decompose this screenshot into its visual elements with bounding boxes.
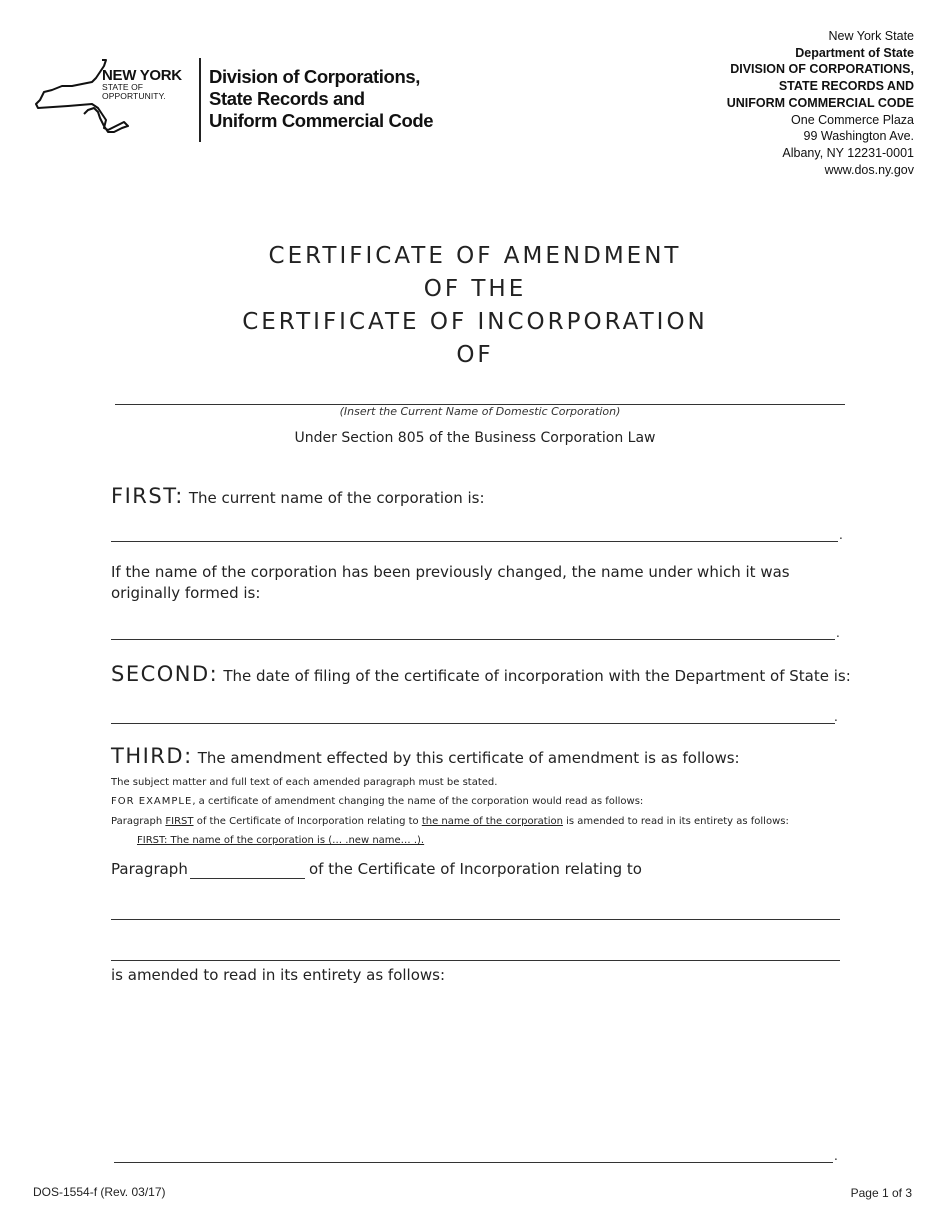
address-line-2: Department of State bbox=[795, 45, 914, 60]
address-line-7: 99 Washington Ave. bbox=[803, 129, 914, 144]
title-line-4: OF bbox=[456, 342, 494, 368]
third-note-4: FIRST: The name of the corporation is (… .new name… .). bbox=[137, 835, 425, 846]
address-line-5: UNIFORM COMMERCIAL CODE bbox=[726, 95, 914, 110]
amended-text-prompt: is amended to read in its entirety as follows: bbox=[111, 966, 446, 984]
division-name bbox=[209, 66, 433, 132]
third-text: The amendment effected by this certificate of amendment is as follows: bbox=[197, 749, 740, 767]
current-name-period: . bbox=[839, 528, 843, 542]
logo-state-of: STATE OF bbox=[102, 82, 144, 92]
second-section bbox=[111, 662, 851, 686]
logo-opportunity: OPPORTUNITY. bbox=[102, 91, 166, 101]
previous-name-line-1: If the name of the corporation has been previously changed, the name under which it was bbox=[111, 563, 790, 581]
title-line-3: CERTIFICATE OF INCORPORATION bbox=[242, 309, 708, 335]
address-website: www.dos.ny.gov bbox=[824, 162, 914, 177]
address-line-3: DIVISION OF CORPORATIONS, bbox=[730, 62, 914, 77]
original-name-period: . bbox=[836, 626, 840, 640]
first-label: FIRST: bbox=[111, 484, 184, 508]
note3-part-b: FIRST bbox=[165, 816, 194, 827]
for-example-label: FOR EXAMPLE bbox=[111, 796, 193, 807]
second-label: SECOND: bbox=[111, 662, 219, 686]
logo-divider bbox=[199, 58, 201, 142]
third-section bbox=[111, 744, 740, 768]
page-number: Page 1 of 3 bbox=[850, 1186, 912, 1200]
filing-date-field[interactable] bbox=[111, 723, 835, 724]
document-title bbox=[0, 240, 950, 372]
division-line-2: State Records and bbox=[209, 88, 365, 109]
form-id: DOS-1554-f (Rev. 03/17) bbox=[33, 1185, 166, 1199]
note3-part-e: is amended to read in its entirety as follows: bbox=[562, 816, 789, 827]
third-note-1: The subject matter and full text of each amended paragraph must be stated. bbox=[111, 777, 498, 788]
division-line-3: Uniform Commercial Code bbox=[209, 110, 434, 131]
address-line-1: New York State bbox=[828, 29, 914, 43]
paragraph-prompt bbox=[111, 860, 188, 878]
address-line-4: STATE RECORDS AND bbox=[778, 79, 914, 94]
second-text: The date of filing of the certificate of incorporation with the Department of State is: bbox=[223, 667, 851, 685]
agency-address bbox=[727, 28, 914, 178]
third-note-2 bbox=[111, 796, 643, 807]
third-label: THIRD: bbox=[111, 744, 193, 768]
note3-part-d: the name of the corporation bbox=[421, 816, 563, 827]
paragraph-subject-field-1[interactable] bbox=[111, 919, 840, 920]
current-name-field[interactable] bbox=[111, 541, 838, 542]
paragraph-label: Paragraph bbox=[111, 860, 188, 878]
previous-name-prompt bbox=[111, 562, 790, 604]
ny-logo-text bbox=[102, 68, 182, 101]
filing-date-period: . bbox=[834, 710, 838, 724]
previous-name-line-2: originally formed is: bbox=[111, 584, 261, 602]
for-example-text: , a certificate of amendment changing the name of the corporation would read as follows: bbox=[192, 796, 644, 807]
paragraph-subject-field-2[interactable] bbox=[111, 960, 840, 961]
title-line-1: CERTIFICATE OF AMENDMENT bbox=[268, 243, 682, 269]
amended-text-field[interactable] bbox=[114, 1162, 833, 1163]
paragraph-number-field[interactable] bbox=[190, 878, 305, 879]
first-section bbox=[111, 484, 485, 508]
division-line-1: Division of Corporations, bbox=[209, 66, 420, 87]
amended-text-period: . bbox=[834, 1149, 838, 1163]
address-line-8: Albany, NY 12231-0001 bbox=[782, 145, 914, 160]
address-line-6: One Commerce Plaza bbox=[791, 112, 914, 127]
under-section-text: Under Section 805 of the Business Corporation Law bbox=[294, 430, 656, 446]
note3-part-c: of the Certificate of Incorporation relating to bbox=[193, 816, 422, 827]
paragraph-rest: of the Certificate of Incorporation relating to bbox=[309, 860, 642, 878]
logo-new-york: NEW YORK bbox=[102, 67, 182, 84]
corporation-name-hint: (Insert the Current Name of Domestic Corporation) bbox=[339, 405, 621, 418]
first-text: The current name of the corporation is: bbox=[188, 489, 485, 507]
third-note-3 bbox=[111, 816, 789, 827]
note3-part-a: Paragraph bbox=[111, 816, 166, 827]
original-name-field[interactable] bbox=[111, 639, 835, 640]
title-line-2: OF THE bbox=[423, 276, 527, 302]
